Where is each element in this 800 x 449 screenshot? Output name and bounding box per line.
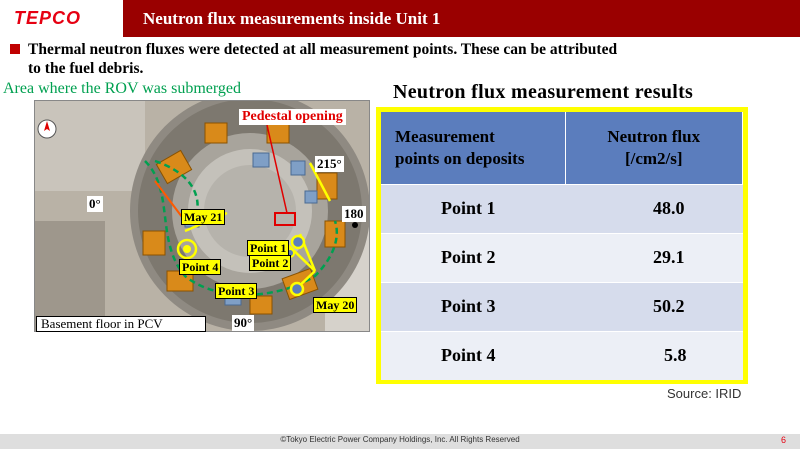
logo-box <box>0 0 123 37</box>
header-neutron-flux <box>565 112 743 184</box>
header-measurement-points <box>381 112 565 184</box>
table-row <box>381 233 743 282</box>
slide-header <box>0 0 800 37</box>
results-table <box>381 112 743 380</box>
results-title: Neutron flux measurement results <box>393 81 694 103</box>
row-point: Point 4 <box>381 331 565 380</box>
diagram-caption: Basement floor in PCV <box>36 316 206 332</box>
may20-label: May 20 <box>313 297 357 313</box>
title-bar <box>123 0 800 37</box>
point4-label: Point 4 <box>179 259 221 275</box>
page-number: 6 <box>780 435 786 445</box>
row-point: Point 3 <box>381 282 565 331</box>
header-col1-line1: Measurement <box>395 126 495 146</box>
row-flux: 5.8 <box>565 331 743 380</box>
table-row <box>381 331 743 380</box>
table-row <box>381 184 743 233</box>
north-arrow-icon <box>38 120 56 138</box>
header-col2-line2: [/cm2/s] <box>624 148 683 168</box>
tepco-logo: TEPCO <box>14 8 82 28</box>
table-header-row <box>381 112 743 184</box>
results-table-frame <box>376 107 748 384</box>
row-point: Point 1 <box>381 184 565 233</box>
rov-area-label: Area where the ROV was submerged <box>3 80 242 97</box>
angle-215-label: 215° <box>317 156 342 171</box>
bullet-text-line1: Thermal neutron fluxes were detected at all measurement points. These can be attributed <box>28 41 618 58</box>
angle-0-label: 0° <box>89 196 101 211</box>
point2-label: Point 2 <box>249 255 291 271</box>
pedestal-opening-label: Pedestal opening <box>239 109 346 125</box>
angle-180-label: 180 <box>344 206 364 221</box>
copyright-text: ©Tokyo Electric Power Company Holdings, Inc. All Rights Reserved <box>280 435 520 444</box>
angle-90-label: 90° <box>234 315 253 330</box>
may21-label: May 21 <box>181 209 225 225</box>
row-point: Point 2 <box>381 233 565 282</box>
source-note: Source: IRID <box>667 386 742 401</box>
bullet-text-line2: to the fuel debris. <box>28 60 144 77</box>
bullet-point <box>10 40 790 78</box>
bullet-square-icon <box>10 44 20 54</box>
slide-title: Neutron flux measurements inside Unit 1 <box>143 8 441 28</box>
header-col1-line2: points on deposits <box>395 148 525 168</box>
row-flux: 50.2 <box>565 282 743 331</box>
row-flux: 29.1 <box>565 233 743 282</box>
row-flux: 48.0 <box>565 184 743 233</box>
slide-footer <box>0 434 800 449</box>
point3-label: Point 3 <box>215 283 257 299</box>
bullet-text <box>28 40 617 78</box>
header-col2-line1: Neutron flux <box>607 126 701 146</box>
pcv-diagram <box>34 100 370 332</box>
table-row <box>381 282 743 331</box>
point3-marker <box>291 283 303 295</box>
point1-marker <box>292 236 304 248</box>
point1-label: Point 1 <box>247 240 289 256</box>
